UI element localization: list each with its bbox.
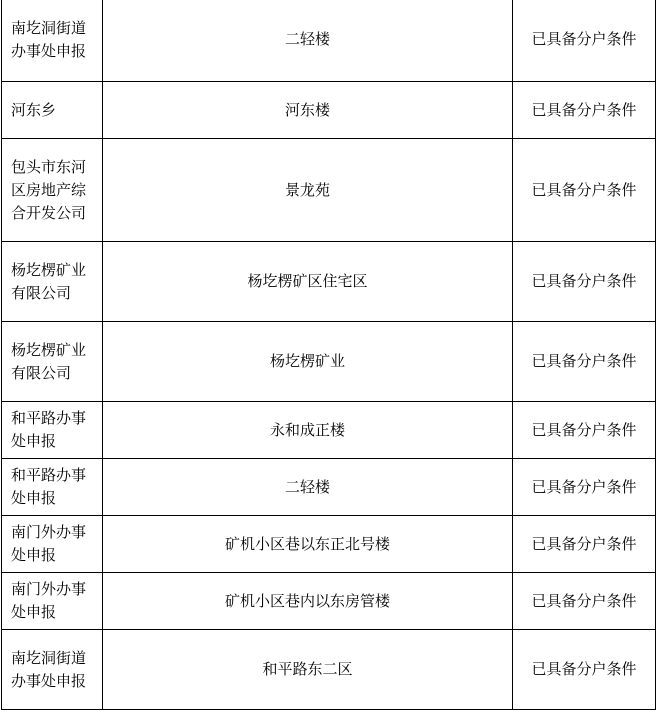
building-name-cell: 永和成正楼 — [103, 402, 513, 459]
status-cell: 已具备分户条件 — [513, 82, 656, 139]
table-row — [2, 322, 656, 402]
reporting-unit-cell: 包头市东河区房地产综合开发公司 — [2, 139, 103, 242]
reporting-unit-cell: 杨圪楞矿业有限公司 — [2, 242, 103, 322]
status-cell: 已具备分户条件 — [513, 139, 656, 242]
building-name-cell: 杨圪楞矿业 — [103, 322, 513, 402]
status-cell: 已具备分户条件 — [513, 322, 656, 402]
status-cell: 已具备分户条件 — [513, 242, 656, 322]
status-cell: 已具备分户条件 — [513, 0, 656, 82]
table-row — [2, 139, 656, 242]
reporting-unit-cell: 南圪洞街道办事处申报 — [2, 630, 103, 710]
table-row — [2, 0, 656, 82]
building-name-cell: 矿机小区巷以东正北号楼 — [103, 516, 513, 573]
status-cell: 已具备分户条件 — [513, 573, 656, 630]
building-name-cell: 河东楼 — [103, 82, 513, 139]
table-row — [2, 402, 656, 459]
reporting-unit-cell: 南门外办事处申报 — [2, 516, 103, 573]
table-row — [2, 242, 656, 322]
reporting-unit-cell: 南圪洞街道办事处申报 — [2, 0, 103, 82]
reporting-unit-cell: 杨圪楞矿业有限公司 — [2, 322, 103, 402]
table-row — [2, 82, 656, 139]
building-name-cell: 和平路东二区 — [103, 630, 513, 710]
table-row — [2, 573, 656, 630]
building-name-cell: 二轻楼 — [103, 459, 513, 516]
building-name-cell: 矿机小区巷内以东房管楼 — [103, 573, 513, 630]
reporting-unit-cell: 和平路办事处申报 — [2, 402, 103, 459]
table-row — [2, 630, 656, 710]
reporting-unit-cell: 南门外办事处申报 — [2, 573, 103, 630]
building-name-cell: 景龙苑 — [103, 139, 513, 242]
table-row — [2, 516, 656, 573]
status-cell: 已具备分户条件 — [513, 516, 656, 573]
building-name-cell: 二轻楼 — [103, 0, 513, 82]
reporting-unit-cell: 河东乡 — [2, 82, 103, 139]
table-row — [2, 459, 656, 516]
status-cell: 已具备分户条件 — [513, 630, 656, 710]
building-name-cell: 杨圪楞矿区住宅区 — [103, 242, 513, 322]
housing-table — [1, 0, 656, 710]
reporting-unit-cell: 和平路办事处申报 — [2, 459, 103, 516]
status-cell: 已具备分户条件 — [513, 459, 656, 516]
status-cell: 已具备分户条件 — [513, 402, 656, 459]
